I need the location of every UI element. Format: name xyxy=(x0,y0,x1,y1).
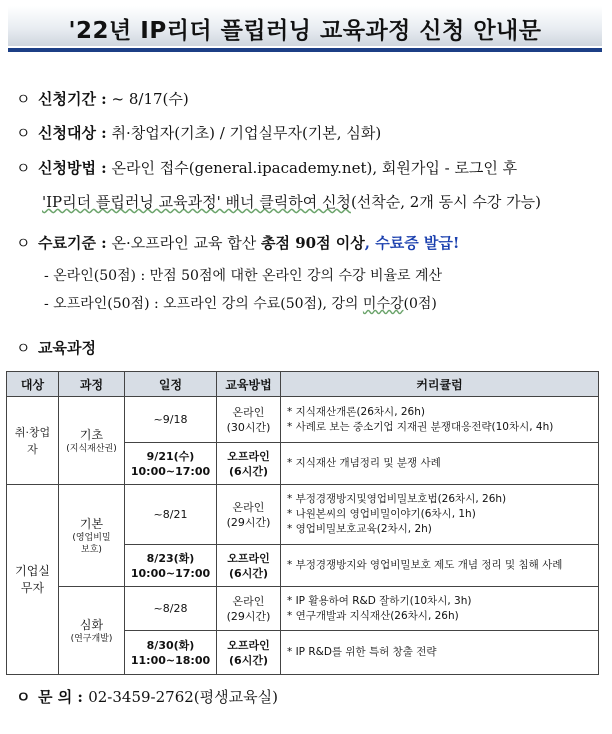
method-line1: 온라인 접수(general.ipacademy.net), 회원가입 - 로그인 후 xyxy=(111,159,518,177)
header-target: 대상 xyxy=(7,372,59,397)
page-title: '22년 IP리더 플립러닝 교육과정 신청 안내문 xyxy=(68,18,542,44)
contact-item xyxy=(16,686,278,707)
schedule-cell: 8/23(화) 10:00~17:00 xyxy=(125,545,217,587)
period-value: ~ 8/17(수) xyxy=(111,90,189,108)
title-banner xyxy=(8,6,602,52)
period-item xyxy=(16,88,189,109)
contact-value: 02-3459-2762(평생교육실) xyxy=(88,688,278,706)
bullet-icon: ㅇ xyxy=(16,90,31,108)
target-label: 신청대상 : xyxy=(38,124,107,142)
schedule-cell: 8/30(화) 11:00~18:00 xyxy=(125,631,217,675)
method-cell: 온라인 (29시간) xyxy=(217,587,281,631)
group-corp: 기업실무자 xyxy=(7,485,59,675)
criteria-certificate: 수료증 발급! xyxy=(375,234,460,252)
criteria-offline-b: 미수강 xyxy=(362,296,404,312)
course-label: 교육과정 xyxy=(38,339,96,357)
criteria-sep: , xyxy=(364,234,376,252)
bullet-icon: ㅇ xyxy=(16,688,31,706)
course-table xyxy=(6,371,599,675)
schedule-cell: ~9/18 xyxy=(125,397,217,443)
curriculum-cell: * 부정경쟁방지및영업비밀보호법(26차시, 26h) * 나원본씨의 영업비밀이야기(6차시, 1h) * 영업비밀보호교육(2차시, 2h) xyxy=(281,485,599,545)
curriculum-cell: * IP 활용하여 R&D 잘하기(10차시, 3h) * 연구개발과 지식재산(26차시, 26h) xyxy=(281,587,599,631)
method-line2-main: 'IP리더 플립러닝 교육과정' 배너 클릭하여 신청 xyxy=(42,193,351,211)
curriculum-cell: * 지식재산개론(26차시, 26h) * 사례로 보는 중소기업 지재권 분쟁대응전략(10차시, 4h) xyxy=(281,397,599,443)
title-underline xyxy=(8,48,602,52)
course-basic: 기초 (지식재산권) xyxy=(59,397,125,485)
bullet-icon: ㅇ xyxy=(16,124,31,142)
bullet-icon: ㅇ xyxy=(16,159,31,177)
course-heading xyxy=(16,337,96,358)
criteria-online: - 온라인(50점) : 만점 50점에 대한 온라인 강의 수강 비율로 계산 xyxy=(44,268,443,284)
curriculum-cell: * 지식재산 개념정리 및 분쟁 사례 xyxy=(281,443,599,485)
criteria-offline-a: - 오프라인(50점) : 오프라인 강의 수료(50점), 강의 xyxy=(44,296,363,312)
method-item xyxy=(16,157,517,178)
group-startup: 취·창업자 xyxy=(7,397,59,485)
criteria-offline-c: (0점) xyxy=(403,296,437,312)
method-cell: 오프라인 (6시간) xyxy=(217,631,281,675)
period-label: 신청기간 : xyxy=(38,90,107,108)
schedule-cell: ~8/28 xyxy=(125,587,217,631)
target-item xyxy=(16,122,381,143)
table-header-row xyxy=(7,372,599,397)
method-cell: 오프라인 (6시간) xyxy=(217,443,281,485)
bullet-icon: ㅇ xyxy=(16,339,31,357)
header-course: 과정 xyxy=(59,372,125,397)
curriculum-cell: * IP R&D를 위한 특허 창출 전략 xyxy=(281,631,599,675)
schedule-cell: ~8/21 xyxy=(125,485,217,545)
table-row xyxy=(7,485,599,545)
header-schedule: 일정 xyxy=(125,372,217,397)
header-curriculum: 커리큘럼 xyxy=(281,372,599,397)
course-advanced: 심화 (연구개발) xyxy=(59,587,125,675)
method-line2 xyxy=(42,191,541,212)
contact-label: 문 의 : xyxy=(38,688,83,706)
method-label: 신청방법 : xyxy=(38,159,107,177)
method-cell: 온라인 (29시간) xyxy=(217,485,281,545)
criteria-value1: 온·오프라인 교육 합산 xyxy=(111,234,261,252)
header-method: 교육방법 xyxy=(217,372,281,397)
criteria-score: 총점 90점 이상 xyxy=(261,234,365,252)
method-cell: 온라인 (30시간) xyxy=(217,397,281,443)
criteria-offline xyxy=(44,293,437,313)
curriculum-cell: * 부정경쟁방지와 영업비밀보호 제도 개념 정리 및 침해 사례 xyxy=(281,545,599,587)
schedule-cell: 9/21(수) 10:00~17:00 xyxy=(125,443,217,485)
criteria-item xyxy=(16,232,460,253)
target-value: 취·창업자(기초) / 기업실무자(기본, 심화) xyxy=(111,124,382,142)
course-standard: 기본 (영업비밀보호) xyxy=(59,485,125,587)
table-row xyxy=(7,587,599,631)
bullet-icon: ㅇ xyxy=(16,234,31,252)
table-row xyxy=(7,397,599,443)
method-cell: 오프라인 (6시간) xyxy=(217,545,281,587)
method-line2-note: (선착순, 2개 동시 수강 가능) xyxy=(350,193,541,211)
criteria-label: 수료기준 : xyxy=(38,234,107,252)
